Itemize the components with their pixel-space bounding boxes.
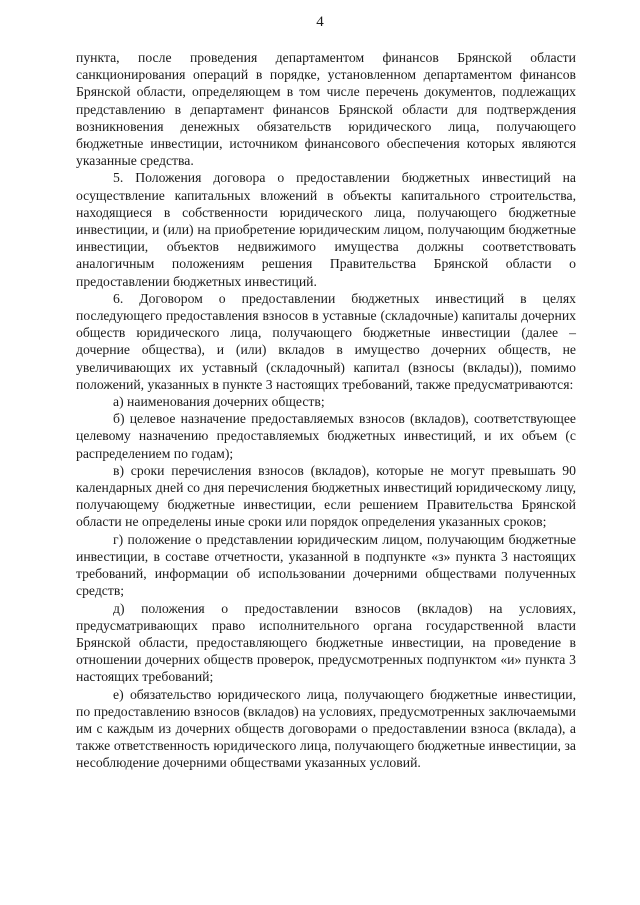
subitem-a: а) наименования дочерних обществ;: [113, 394, 325, 410]
page-number: 4: [316, 14, 324, 30]
paragraph-continuation: пункта, после проведения департаментом финансов Брянской области санкционирования операций в порядке, установленном департаментом финансов Брянской области, определяющем в том числе перечень документов, подлежащих представлению в департамент финансов Брянской области для подтверждения возникновения денежных обязательств юридического лица, получающего бюджетные инвестиции, источником финансового обеспечения которых являются указанные средства.: [76, 50, 576, 169]
subitem-d: д) положения о предоставлении взносов (вкладов) на условиях, предусматривающих право исполнительного органа государственной власти Брянской области, предоставляющего бюджетные инвестиции, на проведение в отношении дочерних обществ проверок, предусмотренных подпунктом «и» пункта 3 настоящих требований;: [76, 600, 576, 685]
subitem-v: в) сроки перечисления взносов (вкладов), которые не могут превышать 90 календарных дней со дня перечисления бюджетных инвестиций юридическому лицу, получающему бюджетные инвестиции, если решением Правительства Брянской области не определены иные сроки или порядок определения указанных сроков;: [76, 462, 576, 530]
paragraph-item-5: 5. Положения договора о предоставлении бюджетных инвестиций на осуществление капитальных вложений в объекты капитального строительства, находящиеся в собственности юридического лица, получающего бюджетные инвестиции, и (или) на приобретение юридическим лицом, получающим бюджетные инвестиции, объектов недвижимого имущества должны соответствовать аналогичным положениям решения Правительства Брянской области о предоставлении бюджетных инвестиций.: [76, 170, 576, 289]
paragraph-item-6: 6. Договором о предоставлении бюджетных инвестиций в целях последующего предоставления взносов в уставные (складочные) капиталы дочерних обществ юридического лица, получающего бюджетные инвестиции (далее – дочерние общества), и (или) вкладов в имущество дочерних обществ, не увеличивающих их уставный (складочный) капитал (взносы (вклады)), помимо положений, указанных в пункте 3 настоящих требований, также предусматриваются:: [76, 290, 576, 392]
subitem-g: г) положение о представлении юридическим лицом, получающим бюджетные инвестиции, в составе отчетности, указанной в подпункте «з» пункта 3 настоящих требований, информации об использовании дочерними обществами полученных средств;: [76, 531, 576, 599]
subitem-b: б) целевое назначение предоставляемых взносов (вкладов), соответствующее целевому назначению предоставляемых бюджетных инвестиций, и их объем (с распределением по годам);: [76, 411, 576, 461]
document-body: [76, 49, 576, 772]
subitem-e: е) обязательство юридического лица, получающего бюджетные инвестиции, по предоставлению взносов (вкладов) на условиях, предусмотренных заключаемыми им с каждым из дочерних обществ договорами о предоставлении взноса (вклада), а также ответственность юридического лица, получающего бюджетные инвестиции, за несоблюдение дочерними обществами указанных условий.: [76, 686, 576, 771]
